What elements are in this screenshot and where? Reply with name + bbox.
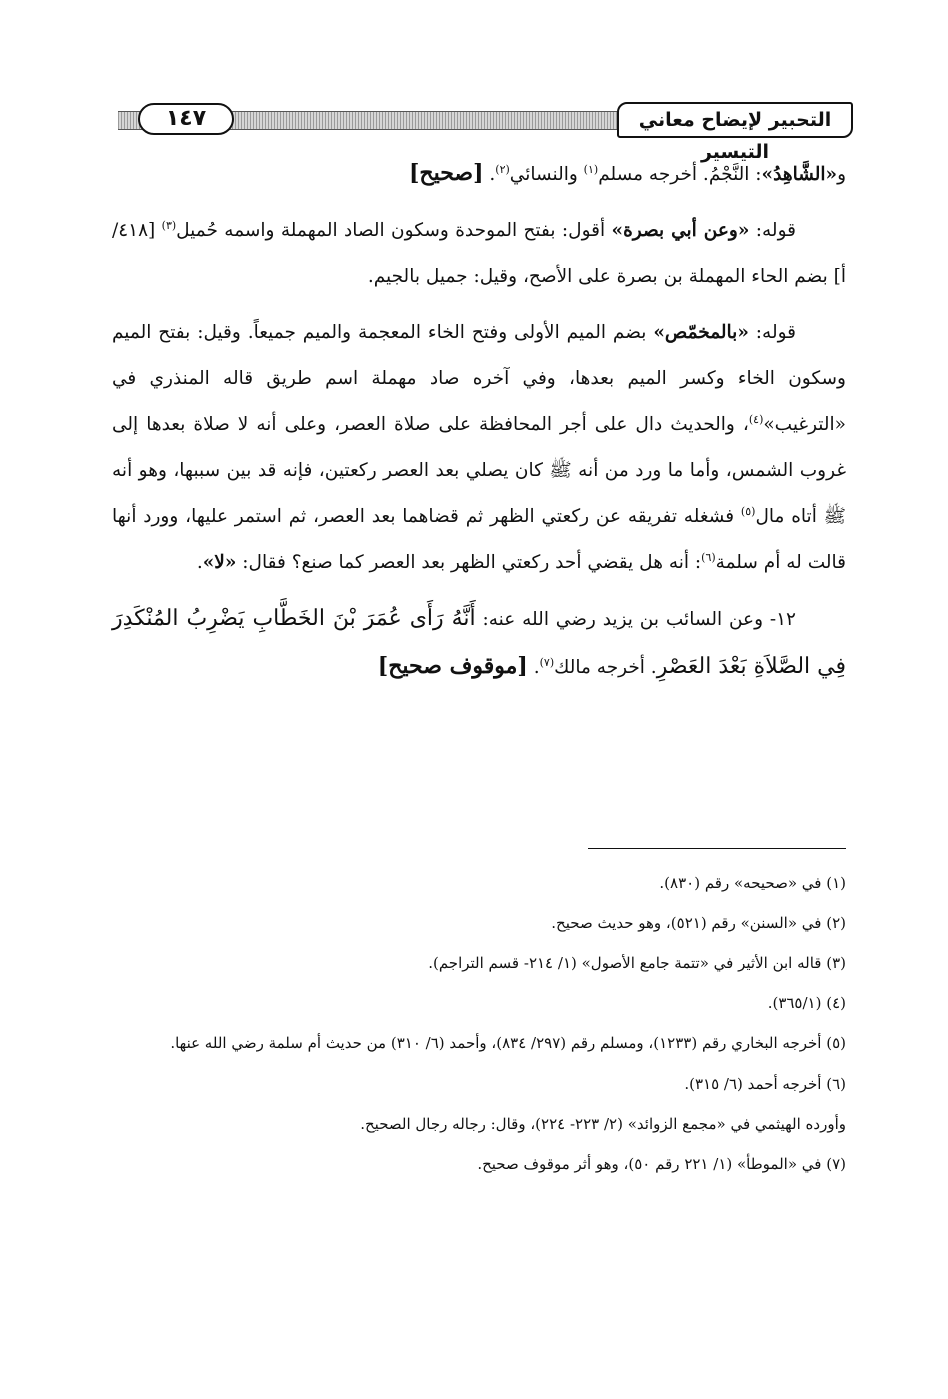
quoted-answer: «لا» — [202, 552, 237, 573]
paragraph-abu-basra — [112, 208, 846, 300]
paragraph-hadith-12 — [112, 596, 846, 691]
page-header — [118, 102, 853, 163]
footnote-2: (٢) في «السنن» رقم (٥٢١)، وهو حديث صحيح. — [551, 914, 846, 932]
quoted-phrase: «بالمخمّص» — [653, 322, 749, 343]
hadith-grade: [صحيح] — [408, 160, 484, 186]
paragraph-text: ، والحديث دال على أجر المحافظة على صلاة العصر، وعلى أنه لا صلاة بعدها إلى غروب الشمس، وأما ما ورد من أنه ﷺ كان يصلي بعد العصر ركعتين، فإنه قد بين سببها، وهو أنه ﷺ أتاه مال — [112, 414, 846, 527]
book-title: التحبير لإيضاح معاني التيسير — [617, 102, 853, 138]
text-prefix: و — [837, 164, 846, 185]
paragraph-text: بضم الميم الأولى وفتح الخاء المعجمة والميم جميعاً. وقيل: بفتح الميم وسكون الخاء وكسر الميم بعدها، وفي آخره صاد مهملة اسم طريق قاله المنذري في «الترغيب» — [112, 322, 846, 435]
footnote-6: (٦) أخرجه أحمد (٦/ ٣١٥). — [684, 1075, 846, 1093]
footnote-ref-1[interactable]: (١) — [583, 162, 599, 176]
footnote-1: (١) في «صحيحه» رقم (٨٣٠). — [659, 874, 846, 892]
footnote-ref-6[interactable]: (٦) — [701, 550, 716, 564]
footnote-ref-4[interactable]: (٤) — [748, 412, 764, 426]
paragraph-text: . — [527, 657, 540, 678]
paragraph-lead: قوله: — [749, 220, 796, 241]
footnotes-section — [112, 872, 846, 1193]
footnote-divider — [588, 848, 846, 849]
paragraph-text: [٤١٨/ أ] بضم الحاء المهملة بن بصرة على الأصح، وقيل: جميل بالجيم. — [112, 220, 846, 287]
hadith-lead: ١٢- وعن السائب بن يزيد رضي الله عنه: — [475, 609, 796, 630]
paragraph-lead: قوله: — [748, 322, 796, 343]
quoted-phrase: «وعن أبي بصرة» — [611, 220, 750, 241]
paragraph-text: : النَّجْمُ. أخرجه مسلم — [598, 164, 762, 185]
footnote-ref-5[interactable]: (٥) — [740, 504, 756, 518]
paragraph-shahid — [112, 150, 846, 198]
footnote-5: (٥) أخرجه البخاري رقم (١٢٣٣)، ومسلم رقم (٢٩٧/ ٨٣٤)، وأحمد (٦/ ٣١٠) من حديث أم سلمة رضي الله عنها. — [170, 1034, 846, 1052]
paragraph-end: . — [196, 552, 203, 573]
paragraph-text: . — [483, 164, 496, 185]
paragraph-text: والنسائي — [509, 164, 584, 185]
footnote-ref-2[interactable]: (٢) — [495, 162, 510, 176]
quoted-word: «الشَّاهِدُ» — [761, 164, 838, 185]
hadith-grade: [موقوف صحيح] — [377, 653, 528, 679]
footnote-ref-3[interactable]: (٣) — [161, 218, 177, 232]
footnote-6-continued: وأورده الهيثمي في «مجمع الزوائد» (٢/ ٢٢٣- ٢٢٤)، وقال: رجاله رجال الصحيح. — [360, 1115, 846, 1133]
footnote-4: (٤) (٣٦٥/١). — [767, 994, 846, 1012]
paragraph-text: أقول: بفتح الموحدة وسكون الصاد المهملة واسمه حُميل — [176, 220, 612, 241]
footnote-3: (٣) قاله ابن الأثير في «تتمة جامع الأصول» (١/ ٢١٤- قسم التراجم). — [428, 954, 846, 972]
footnote-ref-7[interactable]: (٧) — [539, 655, 555, 669]
main-text — [112, 150, 846, 701]
hadith-text: أَنَّهُ رَأَى عُمَرَ بْنَ الخَطَّابِ يَضْرِبُ المُنْكَدِرَ فِي الصَّلاَةِ بَعْدَ العَصْرِ — [112, 606, 846, 679]
page-number: ١٤٧ — [138, 103, 234, 135]
paragraph-text: فشغله تفريقه عن ركعتي الظهر ثم قضاهما بعد العصر، ثم استمر عليها، وورد أنها قالت له أم سلمة — [112, 506, 846, 573]
paragraph-text: : أنه هل يقضي أحد ركعتي الظهر بعد العصر كما صنع؟ فقال: — [236, 552, 702, 573]
footnote-7: (٧) في «الموطأ» (١/ ٢٢١ رقم ٥٠)، وهو أثر موقوف صحيح. — [477, 1155, 846, 1173]
paragraph-mukhammas — [112, 310, 846, 586]
paragraph-text: . أخرجه مالك — [554, 657, 657, 678]
